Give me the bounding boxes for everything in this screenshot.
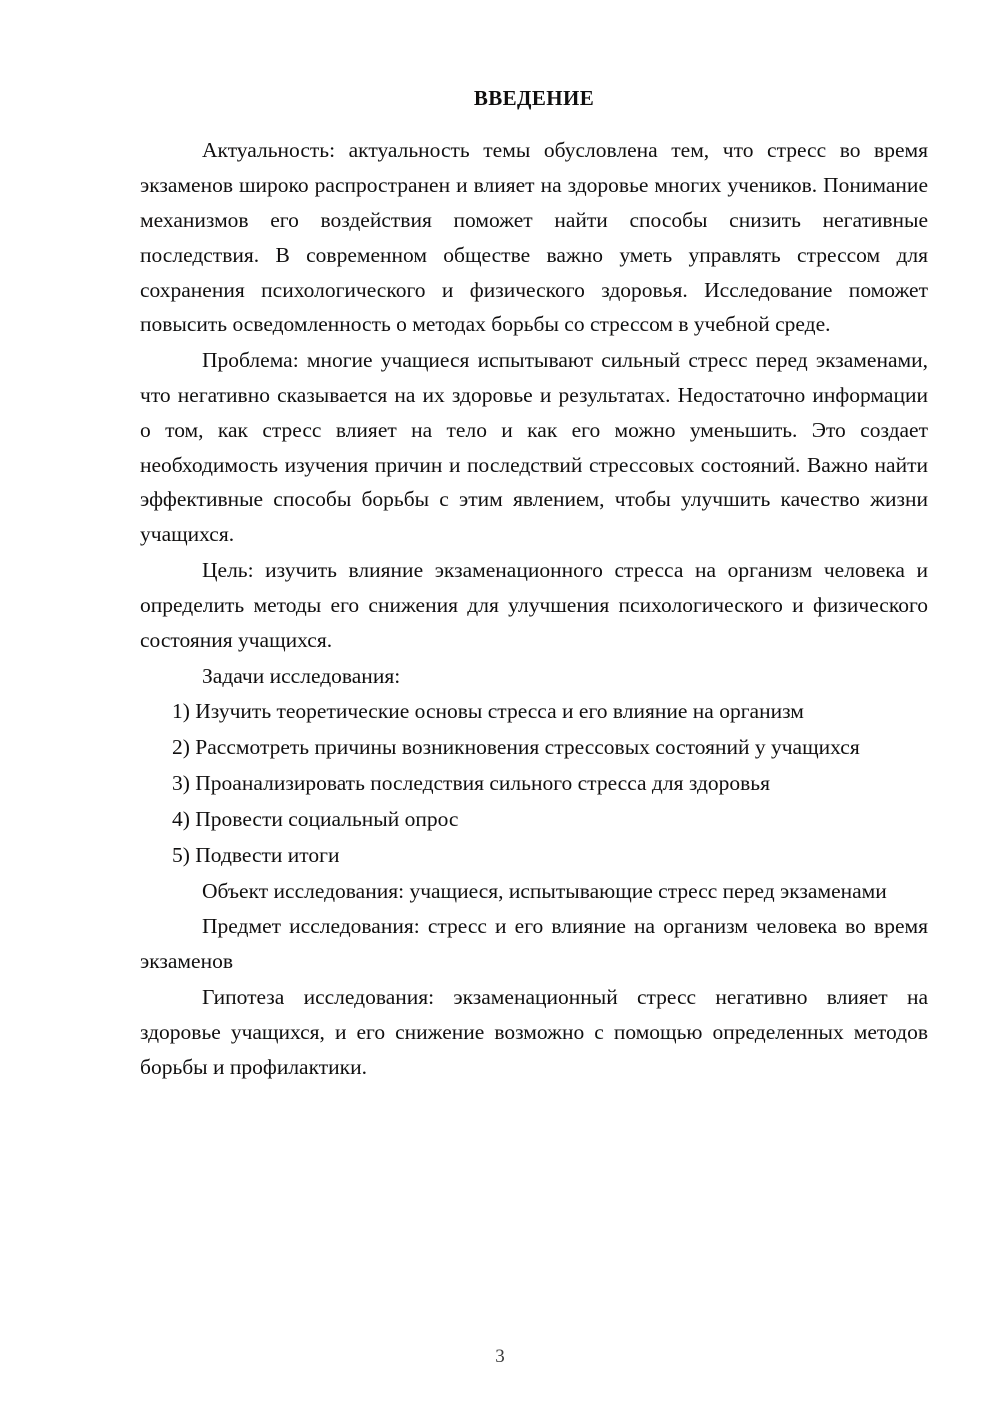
paragraph-relevance: Актуальность: актуальность темы обусловлена тем, что стресс во время экзаменов широко распространен и влияет на здоровье многих учеников. Понимание механизмов его воздействия поможет найти способы снизить негативные последствия. В современном обществе важно уметь управлять стрессом для сохранения психологического и физического здоровья. Исследование поможет повысить осведомленность о методах борьбы со стрессом в учебной среде. xyxy=(140,138,928,337)
paragraph-problem: Проблема: многие учащиеся испытывают сильный стресс перед экзаменами, что негативно сказывается на их здоровье и результатах. Недостаточно информации о том, как стресс влияет на тело и как его можно уменьшить. Это создает необходимость изучения причин и последствий стрессовых состояний. Важно найти эффективные способы борьбы с этим явлением, чтобы улучшить качество жизни учащихся. xyxy=(140,348,928,547)
list-item-task-5: 5) Подвести итоги xyxy=(172,842,340,867)
list-item-task-4: 4) Провести социальный опрос xyxy=(172,806,459,831)
list-item-task-2: 2) Рассмотреть причины возникновения стрессовых состояний у учащихся xyxy=(172,735,860,760)
document-body xyxy=(140,133,928,1084)
list-item-task-3: 3) Проанализировать последствия сильного стресса для здоровья xyxy=(172,771,770,796)
paragraph-tasks-heading: Задачи исследования: xyxy=(202,663,401,688)
paragraph-subject: Предмет исследования: стресс и его влияние на организм человека во время экзаменов xyxy=(140,914,928,974)
paragraph-object: Объект исследования: учащиеся, испытывающие стресс перед экзаменами xyxy=(202,878,887,903)
page-title: ВВЕДЕНИЕ xyxy=(473,86,595,110)
paragraph-hypothesis: Гипотеза исследования: экзаменационный стресс негативно влияет на здоровье учащихся, и его снижение возможно с помощью определенных методов борьбы и профилактики. xyxy=(140,985,928,1079)
list-item-task-1: 1) Изучить теоретические основы стресса и его влияние на организм xyxy=(172,699,804,724)
paragraph-goal: Цель: изучить влияние экзаменационного стресса на организм человека и определить методы его снижения для улучшения психологического и физического состояния учащихся. xyxy=(140,558,928,652)
page-number: 3 xyxy=(495,1346,505,1367)
